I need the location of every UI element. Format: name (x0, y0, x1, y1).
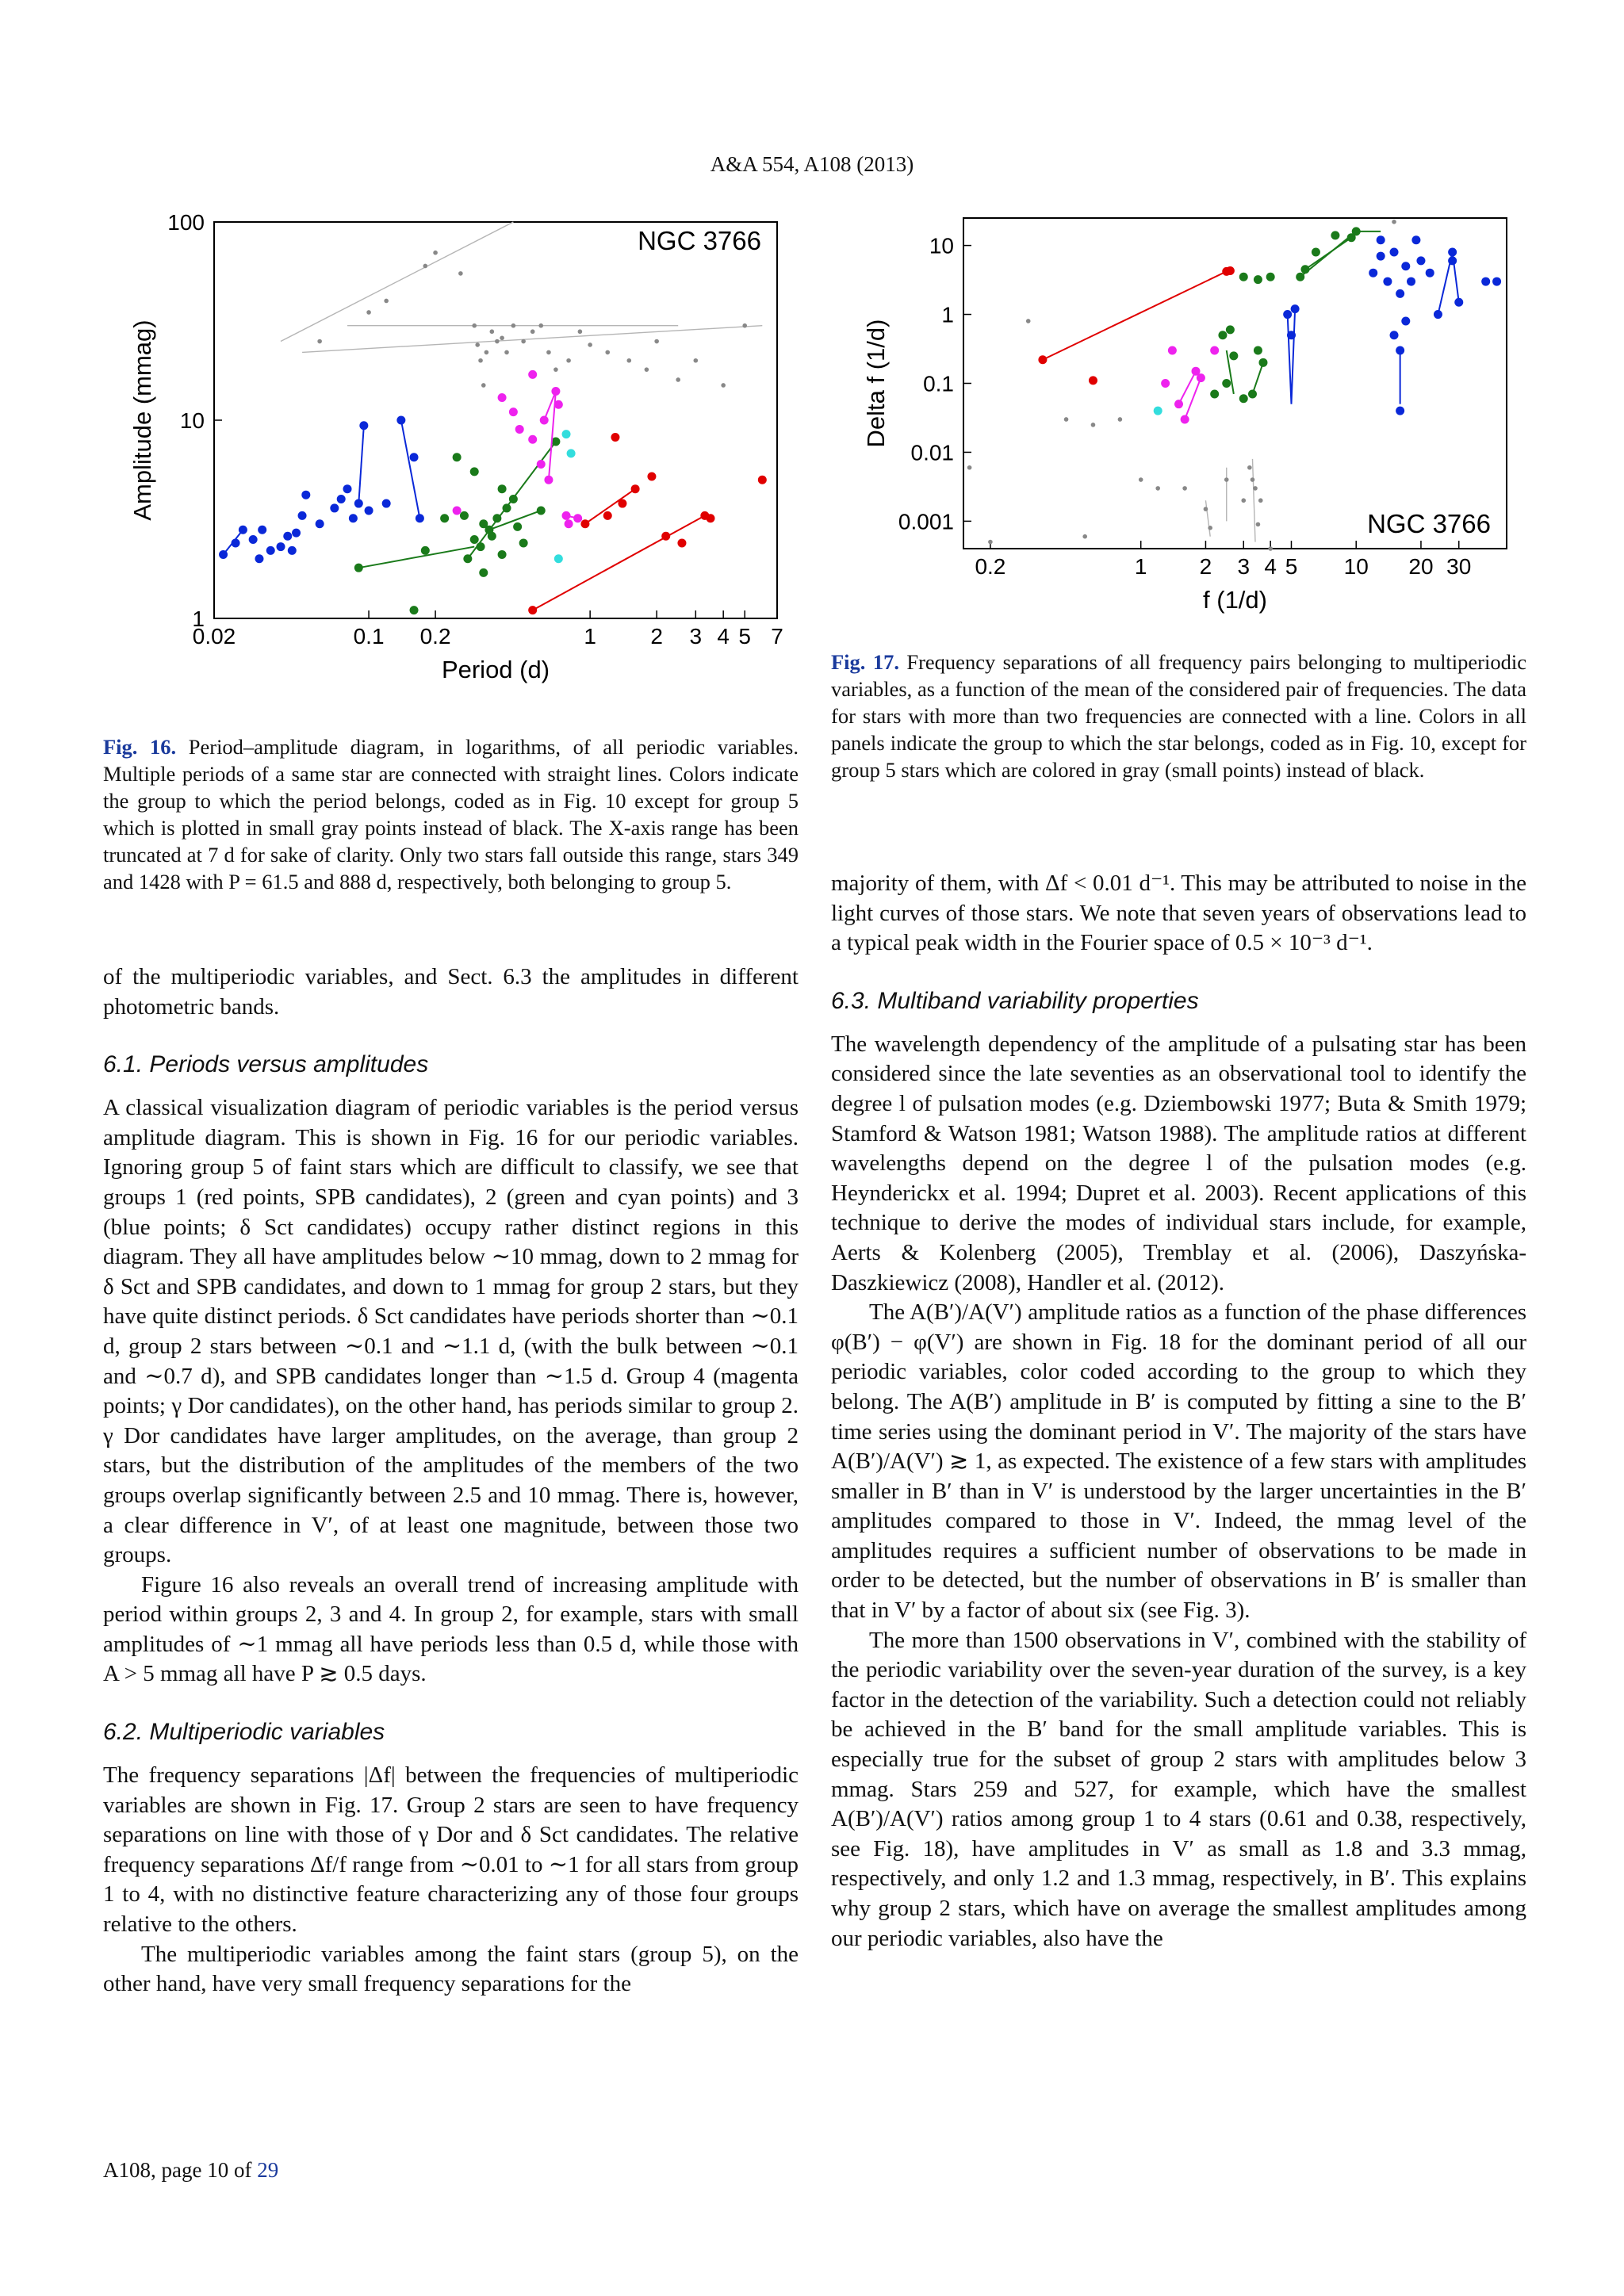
data-point-g5-8 (490, 329, 495, 334)
data-point-g3-12 (330, 503, 339, 512)
x-tick-label: 5 (1285, 554, 1298, 579)
series-line-g3-0 (1288, 309, 1295, 404)
data-point-g5-15 (1251, 477, 1255, 482)
section-6-3-paragraph-3: The more than 1500 observations in V′, combined with the stability of the periodic variability over the seven-year duration of the survey, is a key factor in the detection of the variability. Such a detection could not reliably be achieved in the B′ band for the small amplitude variables. This is especially true for the subset of group 2 stars with amplitudes below 3 mmag. Stars 259 and 527, for example, which have the smallest A(B′)/A(V′) ratios among group 1 to 4 stars (0.61 and 0.38, respectively, see Fig. 18), have amplitudes in V′ as small as 1.8 and 3.3 mmag, respectively, and only 1.2 and 1.3 mmag, respectively, in B′. This explains why group 2 stars, which have on average the smallest amplitudes among our periodic variables, also have the (831, 1627, 1526, 1951)
data-point-g2-1 (567, 449, 576, 457)
x-tick-label: 1 (584, 624, 596, 649)
x-tick-label: 7 (771, 624, 783, 649)
data-point-g3-6 (1407, 277, 1415, 286)
data-point-g1-22 (470, 467, 479, 476)
data-point-g3-18 (1396, 346, 1404, 355)
chart-title: NGC 3766 (638, 226, 761, 255)
data-point-g3-19 (1401, 316, 1410, 325)
data-point-g1-2 (477, 542, 485, 551)
data-point-g1-16 (453, 453, 462, 461)
data-point-g0-8 (661, 532, 670, 541)
data-point-g1-13 (513, 522, 522, 531)
data-point-g5-19 (1268, 546, 1273, 551)
data-point-g4-1 (509, 408, 518, 416)
data-point-g0-9 (677, 538, 686, 547)
data-point-g3-3 (1390, 248, 1399, 257)
data-point-g0-5 (631, 484, 640, 493)
data-point-g5-21 (605, 350, 610, 355)
data-point-g4-8 (554, 400, 563, 409)
data-point-g5-14 (1247, 465, 1252, 470)
data-point-g5-10 (1204, 507, 1208, 511)
data-point-g0-0 (1038, 355, 1047, 364)
section-6-3-paragraph-1: The wavelength dependency of the amplitude of a pulsating star has been considered since the late seventies as an observational tool to identify the degree l of pulsation modes (e.g. Dziembowski 1977; Buta & Smith 1979; Stamford & Watson 1981; Watson 1988). The amplitude ratios at different wavelengths depend on the degree l of the pulsation modes (e.g. Heynderickx et al. 1994; Dupret et al. 2003). Recent applications of this technique to derive the modes of individual stars include, for example, Aerts & Kolenberg (2005), Tremblay et al. (2006), Daszyńska-Daszkiewicz (2008), Handler et al. (2012). (831, 1031, 1526, 1295)
x-tick-label: 2 (650, 624, 663, 649)
data-point-g5-2 (458, 271, 463, 276)
data-point-g4-4 (1197, 373, 1205, 382)
data-point-g5-2 (1026, 319, 1031, 323)
data-point-g3-4 (1396, 289, 1404, 298)
x-tick-label: 1 (1134, 554, 1147, 579)
data-point-g3-20 (396, 416, 405, 425)
section-6-2-heading: 6.2. Multiperiodic variables (103, 1719, 385, 1746)
data-point-g3-7 (283, 532, 292, 541)
data-point-g5-12 (1224, 477, 1229, 482)
data-point-g5-10 (500, 335, 504, 340)
section-6-2-paragraph-1: The frequency separations |Δf| between the frequencies of multiperiodic variables are shown in Fig. 17. Group 2 stars are seen to have frequency separations on line with those of γ Dor and δ Sct candidates. The relative frequency separations Δf/f range from ∼0.01 to ∼1 for all stars from group 1 to 4, with no distinctive feature characterizing any of those four groups relative to the others. (103, 1762, 799, 1938)
data-point-g3-8 (1426, 269, 1434, 277)
data-point-g3-14 (343, 484, 352, 493)
data-point-g1-8 (509, 495, 518, 503)
data-point-g5-22 (626, 358, 631, 363)
data-point-g5-30 (366, 310, 371, 315)
data-point-g5-12 (511, 323, 516, 328)
data-point-g3-0 (219, 550, 228, 559)
left-column (103, 962, 799, 1999)
data-point-g4-11 (573, 514, 582, 522)
chart-title: NGC 3766 (1367, 509, 1491, 538)
data-point-g4-0 (498, 393, 507, 402)
data-point-g3-9 (298, 511, 307, 520)
data-point-g3-16 (1411, 235, 1420, 244)
data-point-g5-17 (1256, 522, 1261, 527)
data-point-g2-0 (1154, 407, 1162, 415)
series-line-g4-0 (544, 391, 556, 480)
figure-16-label[interactable]: Fig. 16. (103, 735, 177, 759)
data-point-g1-2 (1229, 351, 1238, 360)
data-point-g5-13 (1241, 498, 1246, 503)
series-line-g5-0 (281, 222, 513, 342)
data-point-g4-4 (537, 460, 546, 469)
data-point-g1-9 (1239, 273, 1248, 281)
data-point-g5-8 (1155, 486, 1160, 491)
series-line-g5-0 (1205, 500, 1210, 536)
footer-total-pages-link[interactable]: 29 (257, 2158, 279, 2182)
data-point-g3-1 (232, 538, 240, 547)
data-point-g1-8 (1248, 389, 1257, 398)
data-point-g4-6 (1161, 379, 1170, 388)
figure-16-period-amplitude-plot (119, 210, 801, 718)
data-point-g5-7 (1139, 477, 1143, 482)
x-tick-label: 0.02 (192, 624, 236, 649)
data-point-g3-5 (266, 546, 275, 555)
data-point-g5-27 (721, 383, 726, 388)
y-tick-label: 0.001 (898, 509, 954, 534)
data-point-g0-2 (580, 519, 589, 528)
right-column (831, 869, 1526, 1954)
data-point-g5-18 (566, 358, 571, 363)
x-tick-label: 2 (1199, 554, 1212, 579)
section-6-3-heading: 6.3. Multiband variability properties (831, 987, 1199, 1014)
data-point-g1-7 (479, 519, 488, 528)
data-point-g5-26 (694, 358, 699, 363)
data-point-g4-10 (565, 519, 573, 528)
data-point-g3-8 (292, 529, 301, 538)
data-point-g3-12 (1454, 298, 1463, 307)
x-tick-label: 4 (717, 624, 730, 649)
x-tick-label: 30 (1446, 554, 1472, 579)
data-point-g5-31 (384, 299, 389, 304)
data-point-g5-13 (521, 339, 526, 344)
data-point-g5-18 (1258, 498, 1263, 503)
data-point-g1-3 (1222, 379, 1231, 388)
data-point-g3-0 (1369, 269, 1377, 277)
data-point-g1-6 (1254, 346, 1262, 355)
running-header: A&A 554, A108 (2013) (710, 152, 914, 176)
data-point-g3-6 (277, 542, 285, 551)
data-point-g3-7 (1416, 256, 1425, 265)
plot-frame (963, 218, 1507, 549)
data-point-g3-21 (1287, 331, 1296, 339)
data-point-g5-23 (645, 367, 649, 372)
x-tick-label: 0.2 (975, 554, 1006, 579)
y-tick-label: 0.01 (910, 440, 954, 465)
data-point-g5-7 (485, 350, 489, 355)
data-point-g1-1 (463, 554, 472, 563)
data-point-g4-6 (544, 476, 553, 484)
data-point-g3-1 (1377, 252, 1385, 261)
data-point-g4-5 (1210, 346, 1219, 355)
data-point-g0-11 (758, 476, 767, 484)
data-point-g0-0 (528, 606, 537, 614)
data-point-g5-0 (423, 264, 428, 269)
y-tick-label: 0.1 (923, 371, 954, 396)
data-point-g5-5 (1091, 423, 1096, 427)
data-point-g1-11 (488, 532, 496, 541)
data-point-g1-14 (537, 506, 546, 515)
x-tick-label: 0.1 (353, 624, 385, 649)
plot-frame (214, 222, 777, 618)
data-point-g4-13 (528, 370, 537, 379)
data-point-g5-29 (317, 339, 322, 344)
data-point-g3-10 (1448, 248, 1457, 257)
data-point-g5-28 (742, 323, 747, 328)
figure-16-caption-text: Period–amplitude diagram, in logarithms, of all periodic variables. Multiple periods of a same star are connected with straight lines. Colors indicate the group to which the period belongs, coded as in Fig. 10 except for group 5 which is plotted in small gray points instead of black. The X-axis range has been truncated at 7 d for sake of clarity. Only two stars fall outside this range, stars 349 and 1428 with P = 61.5 and 888 d, respectively, both belonging to group 5. (103, 735, 799, 894)
data-point-g0-3 (603, 511, 612, 520)
data-point-g1-10 (1254, 275, 1262, 284)
x-tick-label: 3 (689, 624, 703, 649)
data-point-g5-6 (481, 383, 486, 388)
data-point-g3-13 (1481, 277, 1490, 286)
data-point-g5-19 (578, 329, 583, 334)
section-6-1-heading: 6.1. Periods versus amplitudes (103, 1051, 429, 1078)
x-tick-label: 20 (1408, 554, 1434, 579)
section-6-3-paragraph-2: The A(B′)/A(V′) amplitude ratios as a function of the phase differences φ(B′) − φ(V′) are shown in Fig. 18 for the dominant period of all our periodic variables, color coded according to the group to which they belong. The A(B′) amplitude in B′ is computed by fitting a sine to the B′ time series using the dominant period in V′. The majority of the stars have A(B′)/A(V′) ≳ 1, as expected. The existence of a few stars with amplitudes smaller in B′ than in V′ is understood by the larger uncertainties in the B′ amplitudes compared to those in V′. Indeed, the mmag level of the amplitudes requires a sufficient number of observations to be made in order to be detected, but the number of observations in B′ is smaller than that in V′ by a factor of about six (see Fig. 3). (831, 1299, 1526, 1624)
data-point-g5-4 (1082, 534, 1087, 539)
data-point-g3-3 (249, 535, 258, 544)
data-point-g1-17 (440, 514, 449, 522)
data-point-g1-4 (1210, 389, 1219, 398)
data-point-g0-7 (611, 433, 619, 442)
data-point-g0-3 (1089, 376, 1097, 385)
data-point-g1-21 (498, 484, 507, 493)
footer-page-text: A108, page 10 of (103, 2158, 258, 2182)
data-point-g4-1 (1174, 400, 1183, 408)
data-point-g3-16 (354, 499, 363, 508)
data-point-g1-16 (1331, 231, 1339, 239)
data-point-g3-13 (337, 495, 346, 503)
data-point-g1-9 (519, 538, 528, 547)
y-tick-label: 100 (167, 210, 205, 235)
data-point-g5-24 (654, 339, 659, 344)
data-point-g4-7 (551, 387, 560, 396)
data-point-g0-10 (706, 514, 714, 522)
page-footer (103, 2158, 278, 2183)
data-point-g1-15 (479, 568, 488, 577)
section-6-2-paragraph-2: The multiperiodic variables among the faint stars (group 5), on the other hand, have very small frequency separations for the (103, 1941, 799, 1997)
data-point-g3-22 (1291, 304, 1300, 313)
data-point-g3-23 (1396, 407, 1404, 415)
figure-16-caption (103, 733, 799, 895)
data-point-g5-5 (478, 358, 483, 363)
data-point-g3-18 (365, 506, 373, 515)
data-point-g3-21 (410, 453, 419, 461)
data-point-g1-12 (1296, 273, 1304, 281)
x-tick-label: 3 (1237, 554, 1251, 579)
data-point-g5-11 (1208, 526, 1212, 530)
data-point-g1-1 (1226, 325, 1235, 334)
data-point-g1-5 (503, 503, 511, 512)
section-6-1-paragraph-2: Figure 16 also reveals an overall trend of increasing amplitude with period within groups 2, 3 and 4. In group 2, for example, stars with small amplitudes of ∼1 mmag all have periods less than 0.5 d, while those with A > 5 mmag all have P ≳ 0.5 days. (103, 1571, 799, 1687)
data-point-g1-12 (498, 550, 507, 559)
data-point-g5-20 (588, 342, 592, 347)
data-point-g5-9 (495, 339, 500, 344)
data-point-g1-11 (1266, 273, 1275, 281)
data-point-g1-0 (1218, 331, 1227, 339)
data-point-g1-10 (460, 511, 469, 520)
data-point-g5-20 (1392, 220, 1396, 224)
data-point-g4-3 (528, 435, 537, 444)
x-axis-label: f (1/d) (1203, 586, 1267, 614)
data-point-g1-15 (1352, 227, 1361, 235)
data-point-g1-17 (1300, 265, 1309, 274)
data-point-g4-9 (562, 511, 571, 520)
x-tick-label: 10 (1343, 554, 1369, 579)
figure-17-frequency-separation-plot (860, 210, 1534, 638)
series-line-g3-1 (401, 420, 420, 519)
data-point-g5-1 (433, 251, 438, 255)
data-point-g5-3 (1064, 417, 1069, 422)
data-point-g3-11 (316, 519, 324, 528)
data-point-g3-17 (1390, 331, 1399, 339)
data-point-g3-10 (301, 491, 310, 499)
data-point-g4-0 (1168, 346, 1177, 355)
data-point-g1-6 (470, 535, 479, 544)
x-axis-label: Period (d) (441, 656, 550, 683)
data-point-g4-5 (540, 416, 549, 425)
figure-17-caption (831, 649, 1526, 783)
series-line-g4-0 (1185, 378, 1201, 419)
data-point-g1-18 (354, 564, 363, 572)
right-continuation-paragraph: majority of them, with Δf < 0.01 d⁻¹. This may be attributed to noise in the light curves of those stars. We note that seven years of observations lead to a typical peak width in the Fourier space of 0.5 × 10⁻³ d⁻¹. (831, 871, 1526, 956)
series-line-g3-0 (358, 426, 364, 503)
left-continuation-paragraph: of the multiperiodic variables, and Sect. 6.3 the amplitudes in different photometric bands. (103, 964, 799, 1020)
x-tick-label: 5 (738, 624, 752, 649)
data-point-g5-6 (1118, 417, 1123, 422)
data-point-g3-2 (239, 526, 247, 534)
data-point-g3-23 (255, 554, 263, 563)
data-point-g5-1 (988, 540, 993, 545)
y-tick-label: 1 (192, 607, 205, 631)
data-point-g5-16 (546, 350, 551, 355)
y-tick-label: 1 (941, 302, 954, 327)
x-tick-label: 4 (1264, 554, 1277, 579)
data-point-g5-17 (553, 367, 558, 372)
data-point-g0-2 (1226, 266, 1235, 275)
data-point-g3-15 (1377, 235, 1385, 244)
data-point-g5-3 (472, 323, 477, 328)
data-point-g2-2 (554, 554, 563, 563)
data-point-g2-0 (562, 430, 571, 438)
data-point-g5-15 (538, 323, 543, 328)
y-tick-label: 10 (929, 233, 954, 258)
data-point-g5-4 (475, 342, 480, 347)
data-point-g1-5 (1239, 394, 1248, 403)
series-line-g1-0 (358, 547, 474, 568)
data-point-g3-5 (1401, 262, 1410, 270)
section-6-1-paragraph-1: A classical visualization diagram of periodic variables is the period versus amplitude diagram. This is shown in Fig. 16 for our periodic variables. Ignoring group 5 of faint stars which are difficult to classify, we see that groups 1 (red points, SPB candidates), 2 (green and cyan points) and 3 (blue points; δ Sct candidates) occupy rather distinct regions in this diagram. They all have amplitudes below ∼10 mmag, down to 2 mmag for δ Sct and SPB candidates, and down to 1 mmag for group 2 stars, but they have quite distinct periods. δ Sct candidates have periods shorter than ∼0.1 d, group 2 stars between ∼0.1 and ∼1.1 d, (with the bulk between ∼0.1 and ∼0.7 d), and SPB candidates longer than ∼1.5 d. Group 4 (magenta points; γ Dor candidates), on the other hand, has periods similar to group 2. γ Dor candidates have larger amplitudes, on the average, than group 2 stars, but the distribution of the amplitudes of the members of the two groups overlap significantly between 2.5 and 10 mmag. There is, however, a clear difference in V′, of at least one magnitude, between those two groups. (103, 1095, 799, 1568)
data-point-g0-6 (647, 472, 656, 480)
series-line-g0-0 (1043, 271, 1227, 359)
data-point-g4-12 (453, 506, 462, 515)
data-point-g4-2 (1181, 415, 1189, 423)
series-line-g1-1 (1252, 362, 1262, 394)
data-point-g1-7 (1258, 358, 1267, 367)
data-point-g3-11 (1448, 256, 1457, 265)
data-point-g4-2 (515, 425, 524, 434)
data-point-g5-0 (967, 465, 972, 470)
data-point-g3-15 (349, 514, 358, 522)
data-point-g5-11 (504, 350, 509, 355)
data-point-g5-14 (530, 329, 535, 334)
data-point-g5-16 (1253, 486, 1258, 491)
y-tick-label: 10 (179, 408, 205, 433)
y-axis-label: Delta f (1/d) (862, 319, 890, 448)
x-tick-label: 0.2 (419, 624, 451, 649)
data-point-g0-4 (618, 499, 626, 508)
data-point-g1-13 (1312, 248, 1320, 257)
data-point-g1-0 (421, 546, 430, 555)
data-point-g3-17 (359, 421, 368, 430)
data-point-g3-2 (1383, 277, 1392, 286)
data-point-g1-20 (410, 606, 419, 614)
y-axis-label: Amplitude (mmag) (128, 320, 156, 521)
data-point-g1-4 (492, 514, 501, 522)
data-point-g3-9 (1434, 310, 1442, 319)
figure-17-label[interactable]: Fig. 17. (831, 650, 899, 674)
data-point-g3-24 (288, 546, 297, 555)
data-point-g3-22 (416, 514, 424, 522)
data-point-g3-14 (1492, 277, 1501, 286)
data-point-g3-19 (382, 499, 391, 508)
series-line-g5-1 (1252, 459, 1255, 542)
figure-17-caption-text: Frequency separations of all frequency pairs belonging to multiperiodic variables, as a function of the mean of the considered pair of frequencies. The data for stars with more than two frequencies are connected with a line. Colors in all panels indicate the group to which the star belongs, coded as in Fig. 10, except for group 5 stars which are colored in gray (small points) instead of black. (831, 650, 1526, 782)
data-point-g3-4 (258, 526, 266, 534)
data-point-g5-25 (676, 377, 680, 382)
data-point-g5-9 (1182, 486, 1187, 491)
data-point-g3-20 (1283, 310, 1292, 319)
